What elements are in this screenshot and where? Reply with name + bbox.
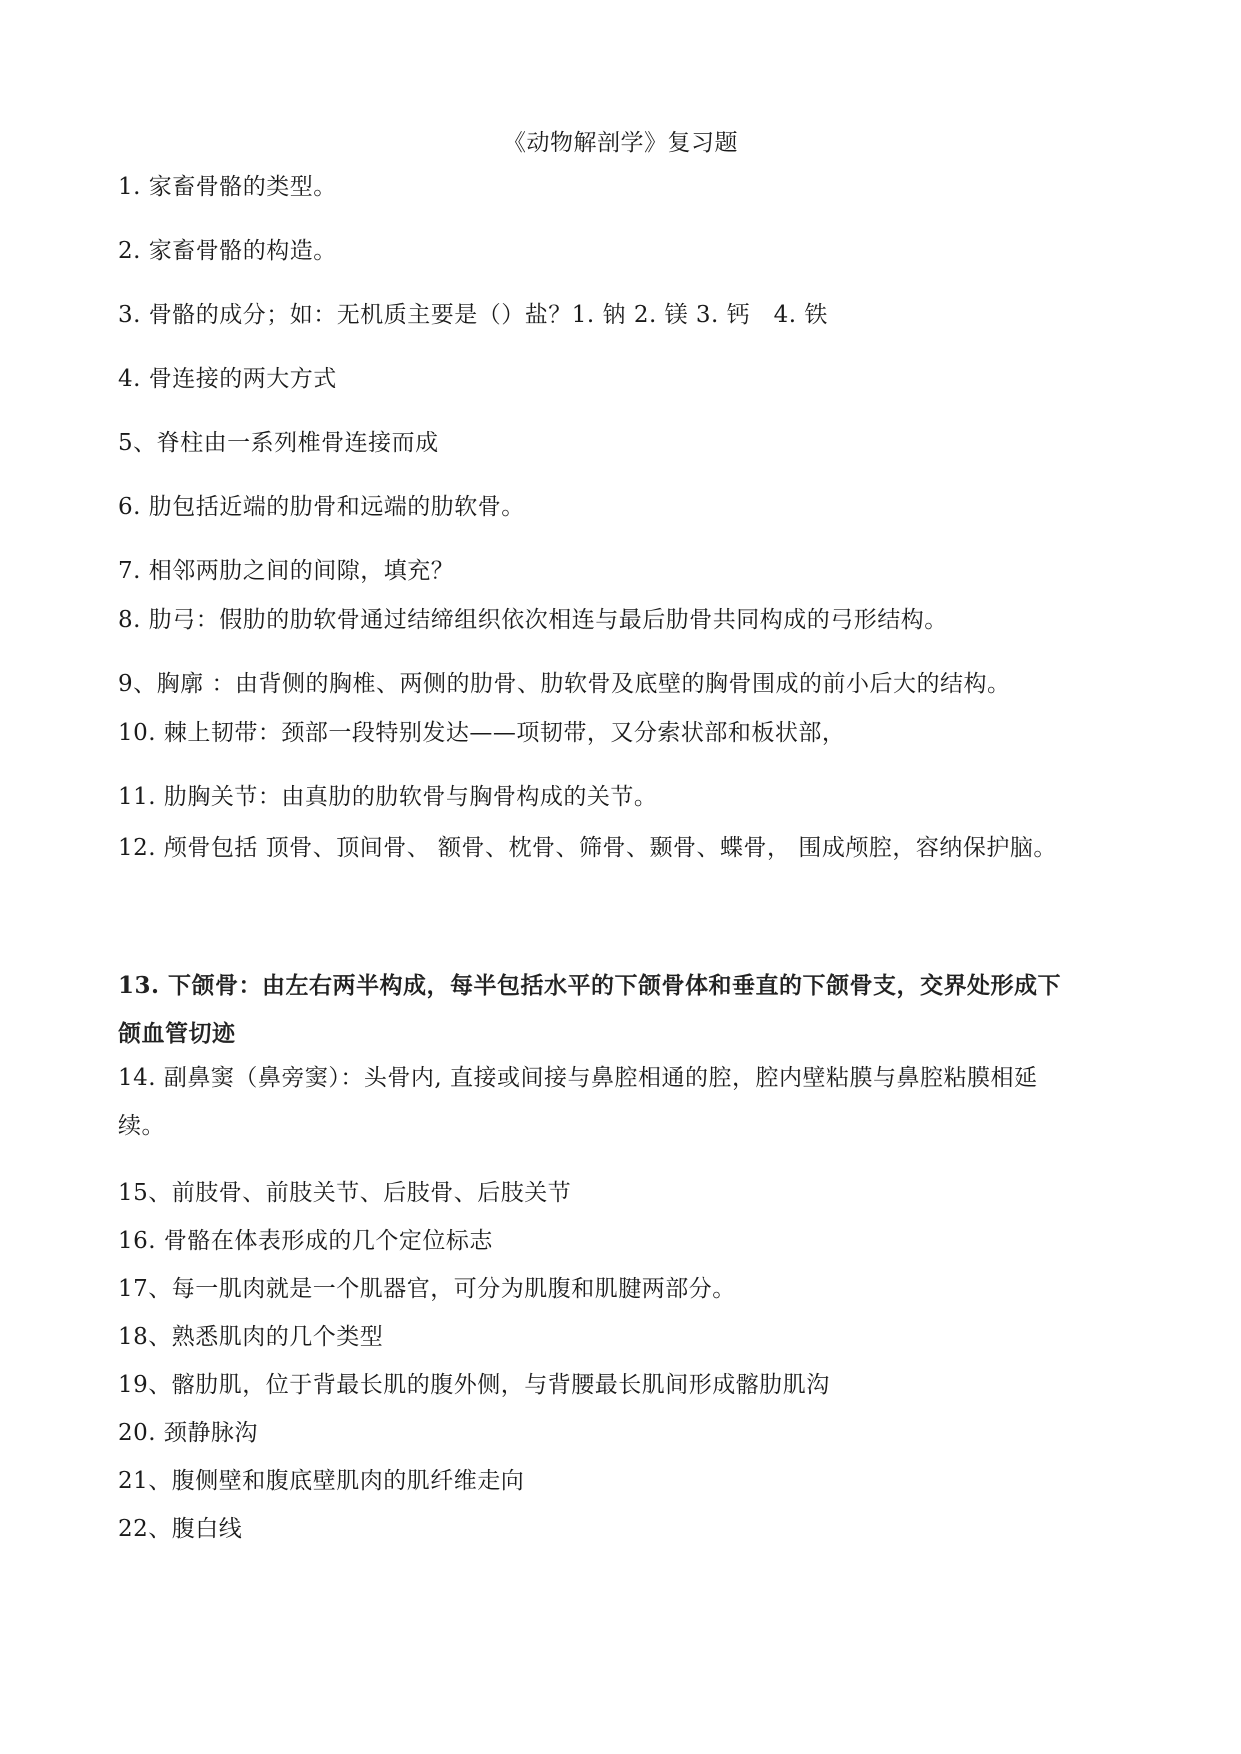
question-16: 16. 骨骼在体表形成的几个定位标志 — [118, 1228, 493, 1254]
question-6: 6. 肋包括近端的肋骨和远端的肋软骨。 — [118, 494, 525, 520]
question-19: 19、髂肋肌，位于背最长肌的腹外侧，与背腰最长肌间形成髂肋肌沟 — [118, 1372, 830, 1398]
question-14: 14. 副鼻窦（鼻旁窦）：头骨内, 直接或间接与鼻腔相通的腔，腔内壁粘膜与鼻腔粘膜相延续。 — [118, 1065, 1038, 1139]
question-18: 18、熟悉肌肉的几个类型 — [118, 1324, 384, 1350]
question-4: 4. 骨连接的两大方式 — [118, 366, 337, 392]
question-8: 8. 肋弓：假肋的肋软骨通过结缔组织依次相连与最后肋骨共同构成的弓形结构。 — [118, 607, 948, 633]
question-11: 11. 肋胸关节：由真肋的肋软骨与胸骨构成的关节。 — [118, 784, 658, 810]
question-21: 21、腹侧壁和腹底壁肌肉的肌纤维走向 — [118, 1468, 525, 1494]
question-1: 1. 家畜骨骼的类型。 — [118, 174, 337, 200]
question-2: 2. 家畜骨骼的构造。 — [118, 238, 337, 264]
question-20: 20. 颈静脉沟 — [118, 1420, 258, 1446]
question-9: 9、胸廓 ：由背侧的胸椎、两侧的肋骨、肋软骨及底壁的胸骨围成的前小后大的结构。 — [118, 671, 1011, 697]
question-3: 3. 骨骼的成分；如：无机质主要是（）盐？1. 钠 2. 镁 3. 钙 4. 铁 — [118, 302, 828, 328]
question-13: 13. 下颌骨：由左右两半构成，每半包括水平的下颌骨体和垂直的下颌骨支，交界处形成下颌血管切迹 — [118, 972, 1062, 1047]
question-7: 7. 相邻两肋之间的间隙，填充？ — [118, 558, 455, 584]
question-22: 22、腹白线 — [118, 1516, 243, 1542]
question-17: 17、每一肌肉就是一个肌器官，可分为肌腹和肌腱两部分。 — [118, 1276, 736, 1302]
question-15: 15、前肢骨、前肢关节、后肢骨、后肢关节 — [118, 1180, 572, 1206]
document-title: 《动物解剖学》复习题 — [503, 130, 738, 156]
question-12: 12. 颅骨包括 顶骨、顶间骨、 额骨、枕骨、筛骨、颞骨、蝶骨， 围成颅腔，容纳保护脑。 — [118, 835, 1057, 861]
question-10: 10. 棘上韧带：颈部一段特别发达——项韧带，又分索状部和板状部， — [118, 720, 846, 746]
question-5: 5、脊柱由一系列椎骨连接而成 — [118, 430, 439, 456]
